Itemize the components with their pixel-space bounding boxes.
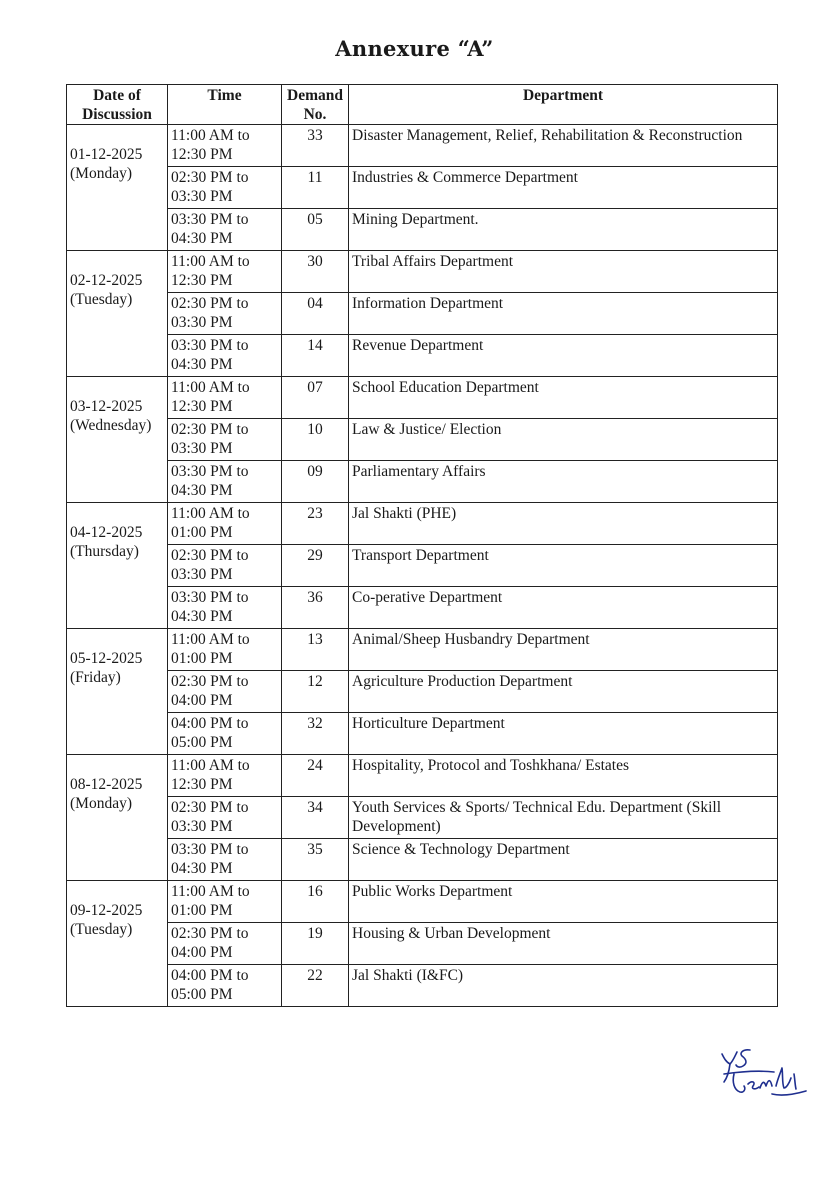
demand-number: 29 xyxy=(282,545,349,587)
department-name: Youth Services & Sports/ Technical Edu. Department (Skill Development) xyxy=(349,797,778,839)
date-cell xyxy=(67,125,168,251)
time-to: 12:30 PM xyxy=(171,146,233,163)
time-from: 03:30 PM to xyxy=(171,841,249,858)
discussion-day: (Thursday) xyxy=(70,543,139,560)
table-row xyxy=(67,293,778,335)
department-name: School Education Department xyxy=(349,377,778,419)
discussion-date: 02-12-2025 xyxy=(70,272,143,289)
time-to: 05:00 PM xyxy=(171,734,233,751)
table-row xyxy=(67,377,778,419)
demand-number: 13 xyxy=(282,629,349,671)
time-cell xyxy=(168,797,282,839)
department-name: Animal/Sheep Husbandry Department xyxy=(349,629,778,671)
time-cell xyxy=(168,251,282,293)
time-from: 02:30 PM to xyxy=(171,421,249,438)
discussion-day: (Tuesday) xyxy=(70,921,133,938)
time-from: 03:30 PM to xyxy=(171,337,249,354)
department-name: Science & Technology Department xyxy=(349,839,778,881)
department-name: Revenue Department xyxy=(349,335,778,377)
department-name: Parliamentary Affairs xyxy=(349,461,778,503)
time-to: 03:30 PM xyxy=(171,440,233,457)
table-row xyxy=(67,587,778,629)
demand-number: 04 xyxy=(282,293,349,335)
table-row xyxy=(67,755,778,797)
header-date-line-1: Date of xyxy=(93,87,141,104)
date-cell xyxy=(67,251,168,377)
header-time: Time xyxy=(168,85,282,125)
time-from: 03:30 PM to xyxy=(171,463,249,480)
time-cell xyxy=(168,965,282,1007)
time-to: 04:30 PM xyxy=(171,860,233,877)
discussion-date: 08-12-2025 xyxy=(70,776,143,793)
time-to: 05:00 PM xyxy=(171,986,233,1003)
signature-image xyxy=(716,1044,820,1110)
time-cell xyxy=(168,503,282,545)
discussion-date: 01-12-2025 xyxy=(70,146,143,163)
time-to: 01:00 PM xyxy=(171,650,233,667)
discussion-day: (Monday) xyxy=(70,165,132,182)
time-from: 02:30 PM to xyxy=(171,169,249,186)
time-to: 03:30 PM xyxy=(171,314,233,331)
time-cell xyxy=(168,881,282,923)
time-from: 11:00 AM to xyxy=(171,127,250,144)
time-to: 04:00 PM xyxy=(171,944,233,961)
demand-number: 12 xyxy=(282,671,349,713)
time-from: 04:00 PM to xyxy=(171,715,249,732)
table-row xyxy=(67,881,778,923)
time-cell xyxy=(168,461,282,503)
department-name: Housing & Urban Development xyxy=(349,923,778,965)
time-from: 04:00 PM to xyxy=(171,967,249,984)
time-to: 04:30 PM xyxy=(171,482,233,499)
header-demand-line-1: Demand xyxy=(287,87,343,104)
demand-number: 36 xyxy=(282,587,349,629)
date-cell xyxy=(67,377,168,503)
discussion-day: (Tuesday) xyxy=(70,291,133,308)
department-name: Law & Justice/ Election xyxy=(349,419,778,461)
time-cell xyxy=(168,755,282,797)
header-date xyxy=(67,85,168,125)
time-to: 04:30 PM xyxy=(171,356,233,373)
page-title: Annexure “A” xyxy=(335,36,494,61)
time-from: 11:00 AM to xyxy=(171,379,250,396)
department-name: Public Works Department xyxy=(349,881,778,923)
department-name: Mining Department. xyxy=(349,209,778,251)
time-cell xyxy=(168,713,282,755)
time-to: 12:30 PM xyxy=(171,272,233,289)
department-name: Tribal Affairs Department xyxy=(349,251,778,293)
time-cell xyxy=(168,293,282,335)
discussion-day: (Wednesday) xyxy=(70,417,152,434)
table-body xyxy=(67,125,778,1007)
time-from: 11:00 AM to xyxy=(171,757,250,774)
time-from: 11:00 AM to xyxy=(171,883,250,900)
time-to: 03:30 PM xyxy=(171,188,233,205)
department-name: Transport Department xyxy=(349,545,778,587)
table-row xyxy=(67,125,778,167)
date-cell xyxy=(67,629,168,755)
time-to: 12:30 PM xyxy=(171,398,233,415)
discussion-date: 04-12-2025 xyxy=(70,524,143,541)
header-demand-line-2: No. xyxy=(303,106,327,123)
department-name: Hospitality, Protocol and Toshkhana/ Estates xyxy=(349,755,778,797)
time-from: 02:30 PM to xyxy=(171,673,249,690)
table-row xyxy=(67,671,778,713)
demand-number: 30 xyxy=(282,251,349,293)
time-to: 04:30 PM xyxy=(171,608,233,625)
department-name: Industries & Commerce Department xyxy=(349,167,778,209)
header-date-line-2: Discussion xyxy=(82,106,152,123)
demand-number: 07 xyxy=(282,377,349,419)
schedule-table xyxy=(66,84,778,1007)
time-from: 11:00 AM to xyxy=(171,505,250,522)
department-name: Agriculture Production Department xyxy=(349,671,778,713)
table-header xyxy=(67,85,778,125)
department-name: Jal Shakti (I&FC) xyxy=(349,965,778,1007)
time-to: 01:00 PM xyxy=(171,524,233,541)
time-cell xyxy=(168,209,282,251)
demand-number: 23 xyxy=(282,503,349,545)
table-row xyxy=(67,923,778,965)
demand-number: 32 xyxy=(282,713,349,755)
table-row xyxy=(67,545,778,587)
table-row xyxy=(67,503,778,545)
discussion-day: (Monday) xyxy=(70,795,132,812)
discussion-date: 03-12-2025 xyxy=(70,398,143,415)
demand-number: 09 xyxy=(282,461,349,503)
time-cell xyxy=(168,167,282,209)
time-from: 11:00 AM to xyxy=(171,253,250,270)
demand-number: 16 xyxy=(282,881,349,923)
time-cell xyxy=(168,629,282,671)
table-row xyxy=(67,629,778,671)
header-department: Department xyxy=(349,85,778,125)
table-row xyxy=(67,839,778,881)
header-demand xyxy=(282,85,349,125)
time-to: 01:00 PM xyxy=(171,902,233,919)
time-cell xyxy=(168,671,282,713)
demand-number: 10 xyxy=(282,419,349,461)
time-to: 04:00 PM xyxy=(171,692,233,709)
table-row xyxy=(67,419,778,461)
table-row xyxy=(67,713,778,755)
time-from: 11:00 AM to xyxy=(171,631,250,648)
time-cell xyxy=(168,587,282,629)
demand-number: 14 xyxy=(282,335,349,377)
time-from: 03:30 PM to xyxy=(171,589,249,606)
demand-number: 33 xyxy=(282,125,349,167)
table-row xyxy=(67,167,778,209)
table-row xyxy=(67,209,778,251)
demand-number: 19 xyxy=(282,923,349,965)
time-from: 03:30 PM to xyxy=(171,211,249,228)
time-cell xyxy=(168,839,282,881)
time-cell xyxy=(168,125,282,167)
department-name: Jal Shakti (PHE) xyxy=(349,503,778,545)
header-row xyxy=(67,85,778,125)
demand-number: 11 xyxy=(282,167,349,209)
department-name: Disaster Management, Relief, Rehabilitation & Reconstruction xyxy=(349,125,778,167)
time-cell xyxy=(168,419,282,461)
time-from: 02:30 PM to xyxy=(171,295,249,312)
demand-number: 24 xyxy=(282,755,349,797)
time-cell xyxy=(168,335,282,377)
demand-number: 05 xyxy=(282,209,349,251)
table-row xyxy=(67,965,778,1007)
date-cell xyxy=(67,755,168,881)
time-cell xyxy=(168,377,282,419)
discussion-day: (Friday) xyxy=(70,669,121,686)
discussion-date: 05-12-2025 xyxy=(70,650,143,667)
time-to: 03:30 PM xyxy=(171,566,233,583)
discussion-date: 09-12-2025 xyxy=(70,902,143,919)
demand-number: 35 xyxy=(282,839,349,881)
time-cell xyxy=(168,545,282,587)
table-row xyxy=(67,461,778,503)
time-to: 03:30 PM xyxy=(171,818,233,835)
time-to: 04:30 PM xyxy=(171,230,233,247)
time-cell xyxy=(168,923,282,965)
department-name: Co-perative Department xyxy=(349,587,778,629)
department-name: Horticulture Department xyxy=(349,713,778,755)
time-from: 02:30 PM to xyxy=(171,925,249,942)
time-to: 12:30 PM xyxy=(171,776,233,793)
table-row xyxy=(67,251,778,293)
demand-number: 22 xyxy=(282,965,349,1007)
table-row xyxy=(67,335,778,377)
date-cell xyxy=(67,881,168,1007)
time-from: 02:30 PM to xyxy=(171,799,249,816)
date-cell xyxy=(67,503,168,629)
time-from: 02:30 PM to xyxy=(171,547,249,564)
table-row xyxy=(67,797,778,839)
demand-number: 34 xyxy=(282,797,349,839)
department-name: Information Department xyxy=(349,293,778,335)
